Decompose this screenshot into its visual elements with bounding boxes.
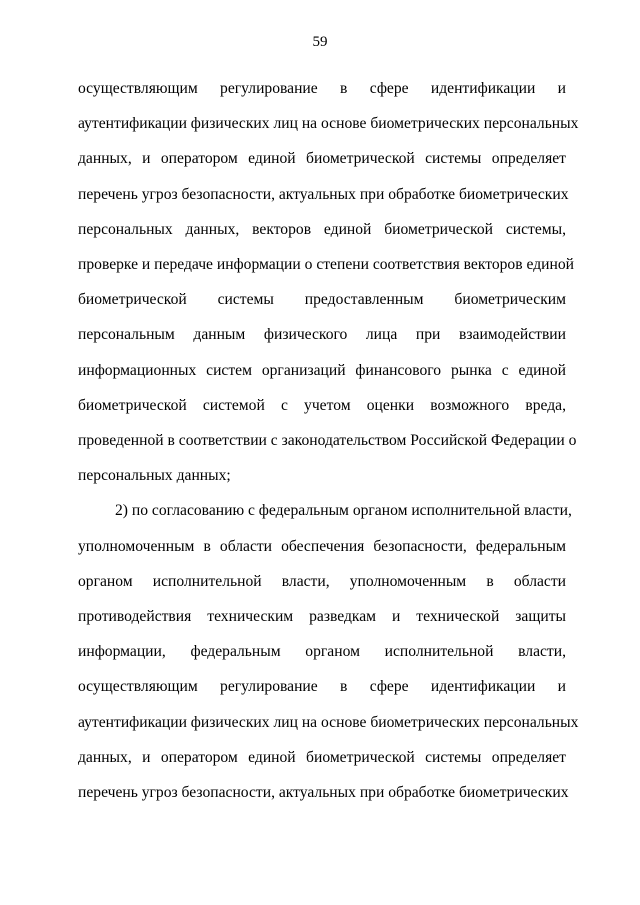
page-number: 59	[312, 34, 328, 50]
text-line: перечень угроз безопасности, актуальных при обработке биометрических	[78, 185, 569, 203]
text-line: уполномоченным в области обеспечения безопасности, федеральным	[78, 537, 566, 555]
text-line: данных, и оператором единой биометрической системы определяет	[78, 748, 566, 766]
text-line: информации, федеральным органом исполнительной власти,	[78, 643, 566, 661]
text-line: аутентификации физических лиц на основе биометрических персональных	[78, 115, 579, 133]
text-line: осуществляющим регулирование в сфере идентификации и	[78, 678, 566, 696]
document-body	[78, 71, 579, 810]
text-line: информационных систем организаций финансового рынка с единой	[78, 361, 566, 379]
text-line: проведенной в соответствии с законодательством Российской Федерации о	[78, 432, 577, 450]
text-line: биометрической системы предоставленным биометрическим	[78, 291, 566, 309]
text-line: персональным данным физического лица при взаимодействии	[78, 326, 566, 344]
text-line: аутентификации физических лиц на основе биометрических персональных	[78, 713, 579, 731]
text-line: противодействия техническим разведкам и технической защиты	[78, 608, 566, 626]
text-line: осуществляющим регулирование в сфере идентификации и	[78, 80, 566, 97]
text-line: данных, и оператором единой биометрической системы определяет	[78, 150, 566, 168]
paragraph-start-line: 2) по согласованию с федеральным органом исполнительной власти,	[115, 502, 572, 520]
text-line: проверке и передаче информации о степени соответствия векторов единой	[78, 256, 574, 274]
text-line: персональных данных, векторов единой биометрической системы,	[78, 220, 566, 238]
text-line: биометрической системой с учетом оценки возможного вреда,	[78, 396, 566, 414]
text-line: персональных данных;	[78, 467, 231, 485]
text-line: органом исполнительной власти, уполномоченным в области	[78, 572, 566, 590]
text-line: перечень угроз безопасности, актуальных при обработке биометрических	[78, 784, 569, 802]
